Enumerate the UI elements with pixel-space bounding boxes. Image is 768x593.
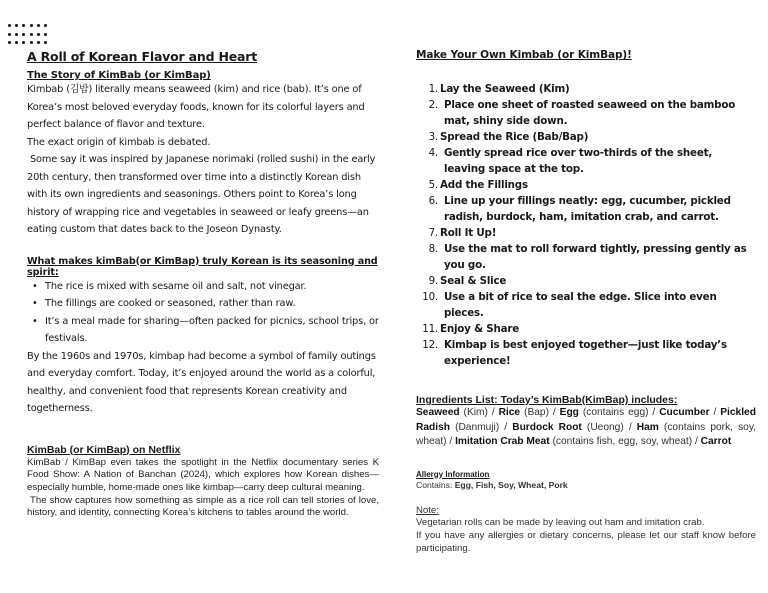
ingredient-name: Cucumber	[659, 407, 710, 418]
step-number: 7.	[428, 227, 438, 239]
allergy-list: Egg, Fish, Soy, Wheat, Pork	[454, 479, 568, 490]
story-paragraph: Kimbab (김밥) literally means seaweed (kim) and rice (bab). It’s one of Korea’s most beloved everyday foods, known for its colorful layers and perfect balance of flavor and texture.	[27, 84, 365, 130]
spacer	[27, 239, 379, 256]
step-text: Use the mat to roll forward tightly, pressing gently as you go.	[444, 243, 747, 271]
dot	[30, 41, 33, 44]
page-title: A Roll of Korean Flavor and Heart	[27, 49, 257, 64]
ingredient-detail: (Ueong)	[586, 421, 624, 433]
recipe-step	[416, 145, 756, 177]
bullet-item: • It’s a meal made for sharing—often packed for picnics, school trips, or festivals.	[27, 313, 379, 348]
note-line: If you have any allergies or dietary concerns, please let our staff know before participating.	[416, 529, 756, 554]
step-number: 6.	[428, 195, 438, 207]
allergy-label: Contains:	[416, 479, 455, 490]
dot	[22, 33, 25, 36]
story-paragraph: The exact origin of kimbab is debated.	[27, 136, 211, 148]
netflix-paragraph: KimBab / KimBap even takes the spotlight in the Netflix documentary series K Food Show: A Nation of Banchan (2024), which explores how Korean dishes—especially humble, home-made ones like kimbap—carry deep cultural meaning.	[27, 456, 379, 493]
recipe-step	[416, 225, 756, 241]
dot	[30, 24, 33, 27]
right-column	[416, 49, 756, 555]
dot	[22, 41, 25, 44]
netflix-heading: KimBab (or KimBap) on Netflix	[27, 443, 181, 456]
allergy-heading: Allergy Information	[416, 469, 490, 479]
ingredient-separator: /	[648, 407, 660, 418]
ingredients-heading: Ingredients List: Today’s KimBab(KimBap) includes:	[416, 394, 678, 406]
ingredient-separator: /	[623, 421, 637, 433]
ingredient-name: Carrot	[700, 436, 732, 447]
step-text: Kimbap is best enjoyed together—just like today’s experience!	[444, 339, 727, 367]
dot	[8, 41, 11, 44]
ingredient-name: Rice	[498, 407, 521, 418]
dot	[44, 24, 47, 27]
step-text: Roll It Up!	[440, 227, 497, 239]
step-text: Line up your fillings neatly: egg, cucumber, pickled radish, burdock, ham, imitation crab, and carrot.	[444, 195, 731, 223]
left-column	[27, 49, 382, 520]
spacer	[27, 418, 379, 444]
bullet-item: • The fillings are cooked or seasoned, rather than raw.	[27, 295, 379, 313]
ingredient-separator: /	[499, 421, 513, 433]
story-paragraph: Some say it was inspired by Japanese norimaki (rolled sushi) in the early 20th century, then transformed over time into a distinctly Korean dish with its own ingredients and seasonings. Others point to Korea’s long history of wrapping rice and vegetables in seaweed or leafy greens—an eating custom that dates back to the Joseon Dynasty.	[27, 154, 379, 235]
step-number: 8.	[428, 243, 438, 255]
step-text: Add the Fillings	[440, 179, 528, 191]
recipe-step	[416, 337, 756, 369]
dot	[37, 41, 40, 44]
recipe-title: Make Your Own Kimbab (or KimBap)!	[416, 49, 632, 61]
ingredient-separator: /	[446, 436, 456, 447]
recipe-step	[416, 81, 756, 97]
dot	[8, 24, 11, 27]
recipe-steps	[416, 81, 756, 369]
ingredient-detail: (Danmuji)	[455, 421, 500, 433]
ingredient-detail: (contains fish, egg, soy, wheat)	[552, 436, 693, 447]
recipe-step	[416, 97, 756, 129]
step-number: 1.	[428, 83, 438, 95]
step-text: Place one sheet of roasted seaweed on the bamboo mat, shiny side down.	[444, 99, 736, 127]
ingredients-list	[416, 406, 756, 450]
korean-bullets	[27, 278, 379, 348]
ingredient-separator: /	[709, 407, 721, 418]
dot	[15, 33, 18, 36]
note-line: Vegetarian rolls can be made by leaving out ham and imitation crab.	[416, 516, 705, 528]
ingredient-separator: /	[548, 407, 560, 418]
ingredient-name: Egg	[559, 407, 579, 418]
recipe-step	[416, 273, 756, 289]
dot	[15, 24, 18, 27]
step-text: Enjoy & Share	[440, 323, 519, 335]
step-number: 2.	[428, 99, 438, 111]
step-text: Lay the Seaweed (Kim)	[440, 83, 570, 95]
dot	[44, 33, 47, 36]
step-text: Use a bit of rice to seal the edge. Slice into even pieces.	[444, 291, 717, 319]
recipe-step	[416, 129, 756, 145]
ingredient-name: Ham	[636, 421, 659, 433]
step-number: 4.	[428, 147, 438, 159]
step-number: 11.	[422, 323, 438, 335]
recipe-step	[416, 241, 756, 273]
ingredient-detail: (contains egg)	[582, 407, 649, 418]
step-text: Seal & Slice	[440, 275, 507, 287]
ingredient-detail: (Kim)	[463, 407, 488, 418]
recipe-step	[416, 177, 756, 193]
recipe-step	[416, 193, 756, 225]
dot	[44, 41, 47, 44]
dot	[30, 33, 33, 36]
step-text: Gently spread rice over two-thirds of the sheet, leaving space at the top.	[444, 147, 713, 175]
ingredient-name: Pickled Radish	[416, 407, 756, 433]
step-number: 10.	[422, 291, 438, 303]
bullet-item: • The rice is mixed with sesame oil and salt, not vinegar.	[27, 278, 379, 296]
step-number: 9.	[428, 275, 438, 287]
ingredient-detail: (contains pork, soy, wheat)	[416, 421, 756, 447]
dot	[37, 33, 40, 36]
step-text: Spread the Rice (Bab/Bap)	[440, 131, 589, 143]
step-number: 5.	[428, 179, 438, 191]
korean-closing: By the 1960s and 1970s, kimbap had become a symbol of family outings and everyday comfort. Today, it’s enjoyed around the world as a colorful, healthy, and convenient food that represents Korean creativity and togetherness.	[27, 350, 376, 414]
ingredient-detail: (Bap)	[524, 407, 549, 418]
ingredient-separator: /	[487, 407, 499, 418]
netflix-paragraph: The show captures how something as simple as a rice roll can tell stories of love, history, and identity, connecting Korea’s kitchens to tables around the world.	[27, 494, 382, 519]
ingredient-name: Seaweed	[416, 407, 460, 418]
dot	[8, 33, 11, 36]
ingredient-name: Burdock Root	[512, 421, 582, 433]
dot-grid-decoration	[8, 24, 50, 50]
note-heading: Note:	[416, 504, 439, 516]
step-number: 3.	[428, 131, 438, 143]
recipe-step	[416, 321, 756, 337]
korean-heading: What makes kimBab(or KimBap) truly Korean is its seasoning and spirit:	[27, 255, 378, 278]
ingredient-separator: /	[692, 436, 701, 447]
story-heading: The Story of KimBab (or KimBap)	[27, 70, 211, 81]
dot	[22, 24, 25, 27]
dot	[15, 41, 18, 44]
dot	[37, 24, 40, 27]
recipe-step	[416, 289, 756, 321]
allergy-line	[416, 479, 756, 492]
step-number: 12.	[422, 339, 438, 351]
ingredient-name: Imitation Crab Meat	[455, 436, 550, 447]
